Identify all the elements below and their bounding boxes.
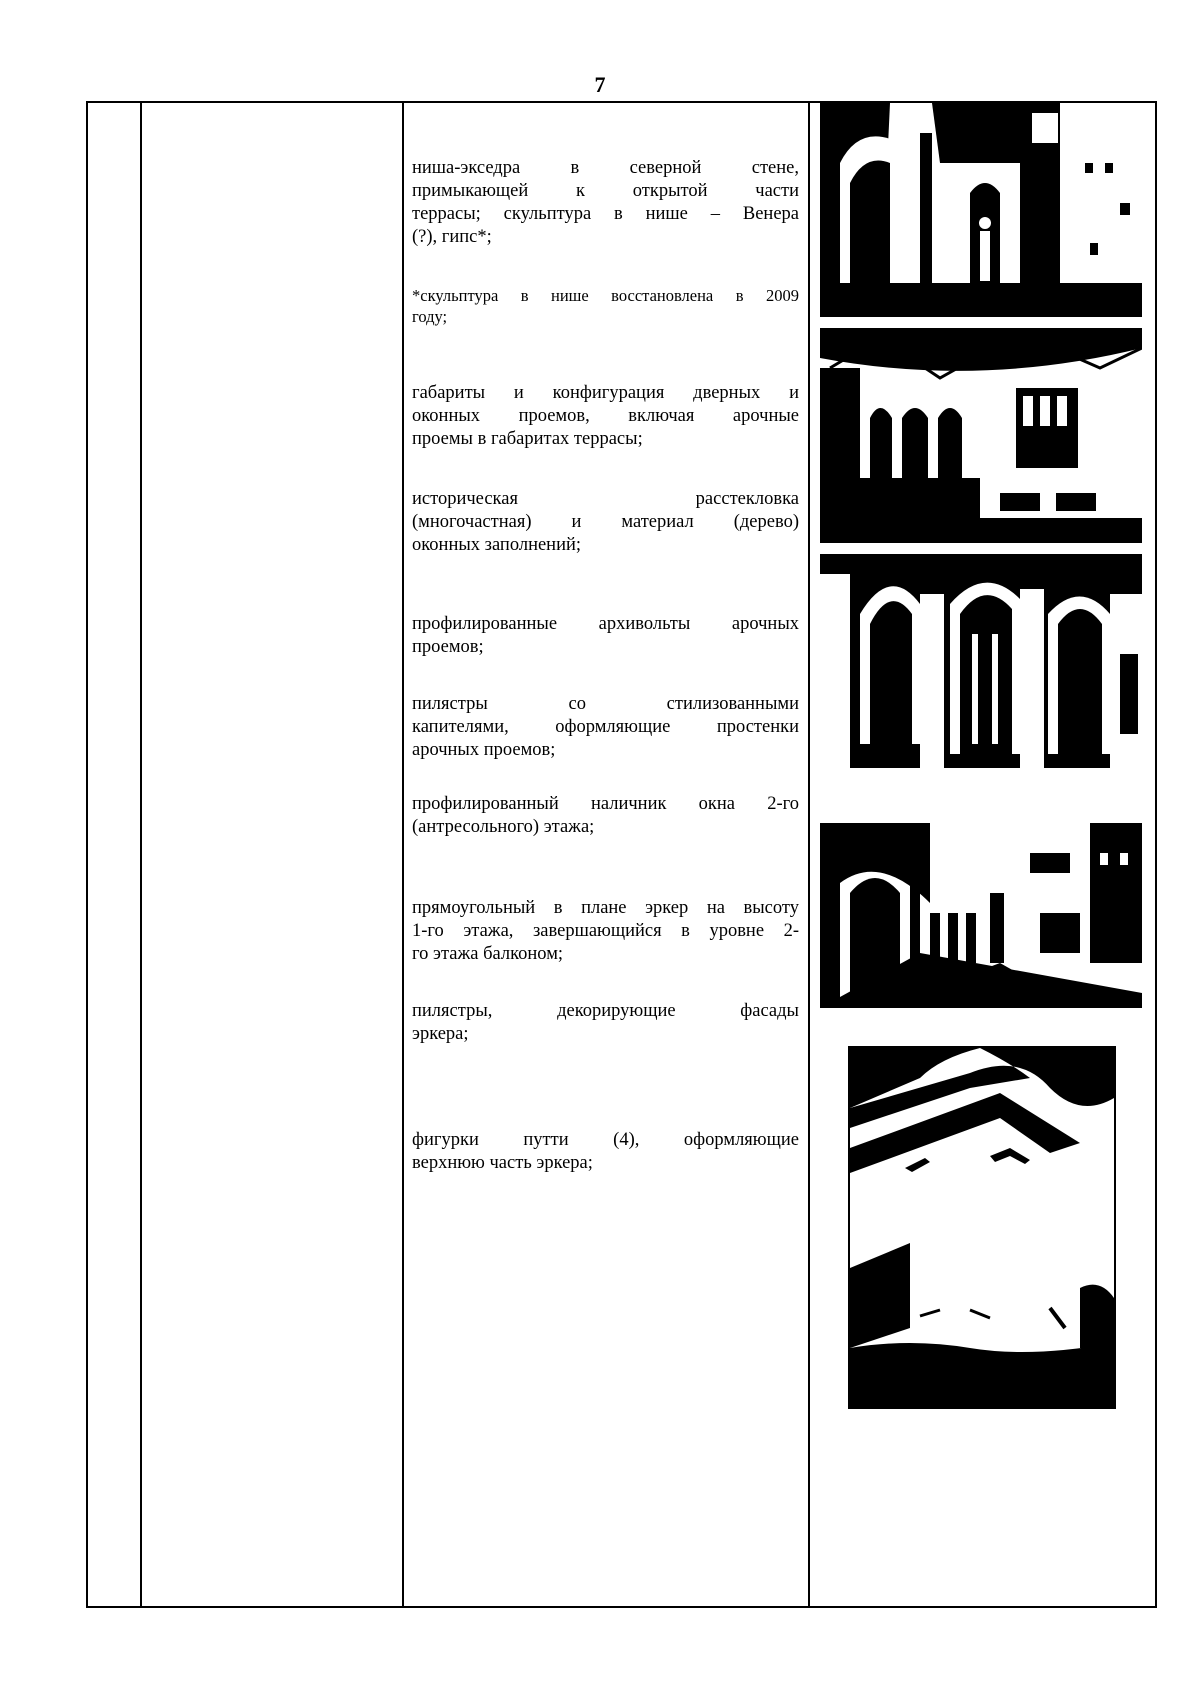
description-item: историческая расстекловка (многочастная) и материал (дерево) оконных заполнений; [412, 489, 799, 555]
column-divider [140, 103, 142, 1606]
description-item: профилированный наличник окна 2-го (антресольного) этажа; [412, 794, 799, 837]
description-item: профилированные архивольты арочных проемов; [412, 614, 799, 657]
description-item: пилястры, декорирующие фасады эркера; [412, 1001, 799, 1044]
photo-facade-arches [820, 328, 1142, 543]
column-divider [402, 103, 404, 1606]
photo-putti [848, 1046, 1116, 1409]
page-number: 7 [594, 72, 606, 97]
description-item: пилястры со стилизованными капителями, оформляющие простенки арочных проемов; [412, 694, 799, 760]
heritage-table [86, 101, 1157, 1608]
column-divider [808, 103, 810, 1606]
description-item: ниша-экседра в северной стене, примыкающей к открытой части террасы; скульптура в нише – Венера (?), гипс*; [412, 158, 799, 247]
photo-erker [820, 823, 1142, 1008]
description-item: фигурки путти (4), оформляющие верхнюю часть эркера; [412, 1130, 799, 1173]
description-item: прямоугольный в плане эркер на высоту 1-го этажа, завершающийся в уровне 2- го этажа балконом; [412, 898, 799, 964]
photo-niche-sculpture [820, 103, 1142, 317]
photo-arch-archivolts [820, 554, 1142, 768]
description-cell [412, 103, 799, 1606]
description-item: габариты и конфигурация дверных и оконных проемов, включая арочные проемы в габаритах террасы; [412, 383, 799, 449]
description-footnote: *скульптура в нише восстановлена в 2009 году; [412, 286, 799, 326]
